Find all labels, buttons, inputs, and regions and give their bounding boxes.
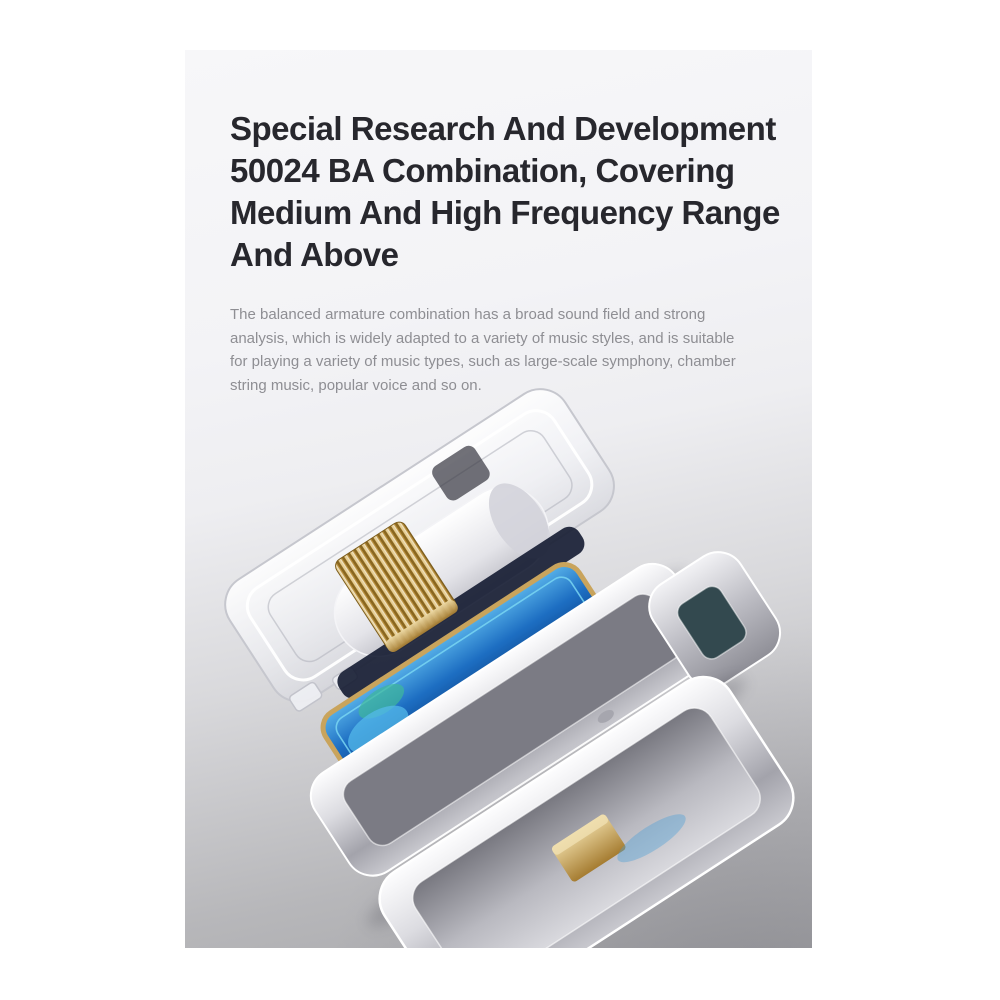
headline <box>230 108 812 276</box>
body-line: analysis, which is widely adapted to a variety of music styles, and is suitable <box>230 329 735 347</box>
body-line: for playing a variety of music types, such as large-scale symphony, chamber <box>230 353 736 370</box>
headline-line: And Above <box>230 236 399 273</box>
body-line: string music, popular voice and so on. <box>230 376 482 394</box>
content-panel <box>185 50 812 948</box>
headline-line: Special Research And Development <box>230 110 776 147</box>
headline-line: 50024 BA Combination, Covering <box>230 152 735 189</box>
body-line: The balanced armature combination has a broad sound field and strong <box>230 306 706 323</box>
headline-line: Medium And High Frequency Range <box>230 194 780 231</box>
product-render <box>185 360 812 948</box>
